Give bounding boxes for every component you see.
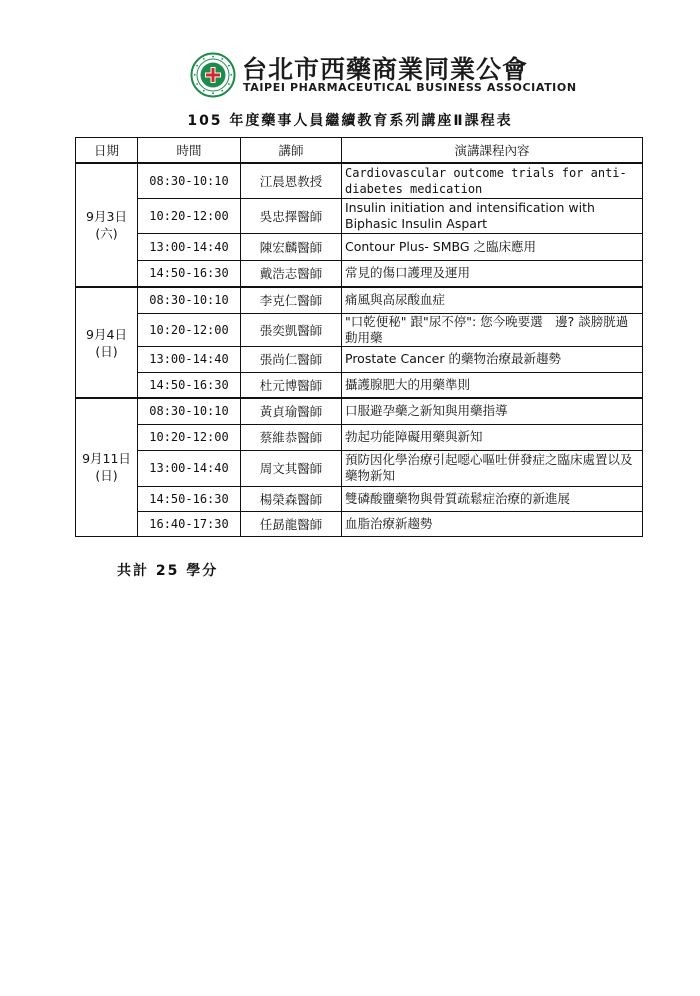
time-cell: 14:50-16:30 bbox=[138, 260, 241, 287]
topic-cell: Cardiovascular outcome trials for anti-diabetes medication bbox=[342, 163, 643, 198]
topic-cell: 口服避孕藥之新知與用藥指導 bbox=[342, 398, 643, 424]
table-row bbox=[76, 260, 643, 287]
speaker-cell: 杜元博醫師 bbox=[241, 372, 342, 398]
topic-cell: 血脂治療新趨勢 bbox=[342, 511, 643, 536]
topic-cell: 常見的傷口護理及運用 bbox=[342, 260, 643, 287]
table-row bbox=[76, 424, 643, 450]
table-row bbox=[76, 372, 643, 398]
speaker-cell: 蔡維恭醫師 bbox=[241, 424, 342, 450]
col-header-topic: 演講課程內容 bbox=[342, 138, 643, 164]
org-name-en: TAIPEI PHARMACEUTICAL BUSINESS ASSOCIATION bbox=[243, 81, 577, 94]
table-row bbox=[76, 287, 643, 313]
table-header-row bbox=[76, 138, 643, 164]
table-row bbox=[76, 163, 643, 198]
topic-cell: Prostate Cancer 的藥物治療最新趨勢 bbox=[342, 346, 643, 372]
topic-cell: Contour Plus- SMBG 之臨床應用 bbox=[342, 233, 643, 260]
org-name-zh: 台北市西藥商業同業公會 bbox=[242, 55, 529, 84]
date-cell-day2 bbox=[76, 287, 138, 398]
date-cell-day1 bbox=[76, 163, 138, 287]
date-label: 9月11日 bbox=[82, 451, 131, 467]
date-label: 9月4日 bbox=[86, 326, 127, 342]
time-cell: 14:50-16:30 bbox=[138, 486, 241, 511]
table-row bbox=[76, 313, 643, 346]
time-cell: 10:20-12:00 bbox=[138, 198, 241, 233]
table-row bbox=[76, 450, 643, 486]
total-credits: 共計 25 學分 bbox=[117, 563, 219, 579]
topic-cell: 攝護腺肥大的用藥準則 bbox=[342, 372, 643, 398]
topic-cell: 預防因化學治療引起噁心嘔吐併發症之臨床處置以及藥物新知 bbox=[342, 450, 643, 486]
speaker-cell: 戴浩志醫師 bbox=[241, 260, 342, 287]
speaker-cell: 周文其醫師 bbox=[241, 450, 342, 486]
time-cell: 13:00-14:40 bbox=[138, 346, 241, 372]
weekday-label: (日) bbox=[95, 343, 118, 359]
topic-cell: 痛風與高尿酸血症 bbox=[342, 287, 643, 313]
speaker-cell: 楊榮森醫師 bbox=[241, 486, 342, 511]
speaker-cell: 李克仁醫師 bbox=[241, 287, 342, 313]
col-header-time: 時間 bbox=[138, 138, 241, 164]
weekday-label: (日) bbox=[95, 468, 118, 484]
time-cell: 10:20-12:00 bbox=[138, 424, 241, 450]
time-cell: 16:40-17:30 bbox=[138, 511, 241, 536]
topic-cell: "口乾便秘" 跟"尿不停": 您今晚要選 邊? 談膀胱過動用藥 bbox=[342, 313, 643, 346]
table-row bbox=[76, 398, 643, 424]
table-row bbox=[76, 233, 643, 260]
speaker-cell: 張奕凱醫師 bbox=[241, 313, 342, 346]
speaker-cell: 吳忠擇醫師 bbox=[241, 198, 342, 233]
time-cell: 08:30-10:10 bbox=[138, 163, 241, 198]
speaker-cell: 江晨恩教授 bbox=[241, 163, 342, 198]
time-cell: 13:00-14:40 bbox=[138, 233, 241, 260]
date-label: 9月3日 bbox=[86, 209, 127, 224]
page-title: 105 年度藥事人員繼續教育系列講座Ⅱ課程表 bbox=[187, 113, 513, 129]
weekday-label: (六) bbox=[95, 226, 118, 241]
table-row bbox=[76, 486, 643, 511]
header bbox=[190, 52, 577, 98]
time-cell: 14:50-16:30 bbox=[138, 372, 241, 398]
topic-cell: 雙磷酸鹽藥物與骨質疏鬆症治療的新進展 bbox=[342, 486, 643, 511]
time-cell: 13:00-14:40 bbox=[138, 450, 241, 486]
time-cell: 08:30-10:10 bbox=[138, 287, 241, 313]
speaker-cell: 張尚仁醫師 bbox=[241, 346, 342, 372]
table-row bbox=[76, 511, 643, 536]
association-logo bbox=[190, 52, 236, 98]
col-header-date: 日期 bbox=[76, 138, 138, 164]
table-row bbox=[76, 346, 643, 372]
topic-cell: 勃起功能障礙用藥與新知 bbox=[342, 424, 643, 450]
time-cell: 08:30-10:10 bbox=[138, 398, 241, 424]
table-row bbox=[76, 198, 643, 233]
topic-cell: Insulin initiation and intensification with Biphasic Insulin Aspart bbox=[342, 198, 643, 233]
speaker-cell: 黃貞瑜醫師 bbox=[241, 398, 342, 424]
speaker-cell: 任勗龍醫師 bbox=[241, 511, 342, 536]
speaker-cell: 陳宏麟醫師 bbox=[241, 233, 342, 260]
date-cell-day3 bbox=[76, 398, 138, 536]
course-schedule-table bbox=[75, 137, 643, 537]
col-header-speaker: 講師 bbox=[241, 138, 342, 164]
time-cell: 10:20-12:00 bbox=[138, 313, 241, 346]
